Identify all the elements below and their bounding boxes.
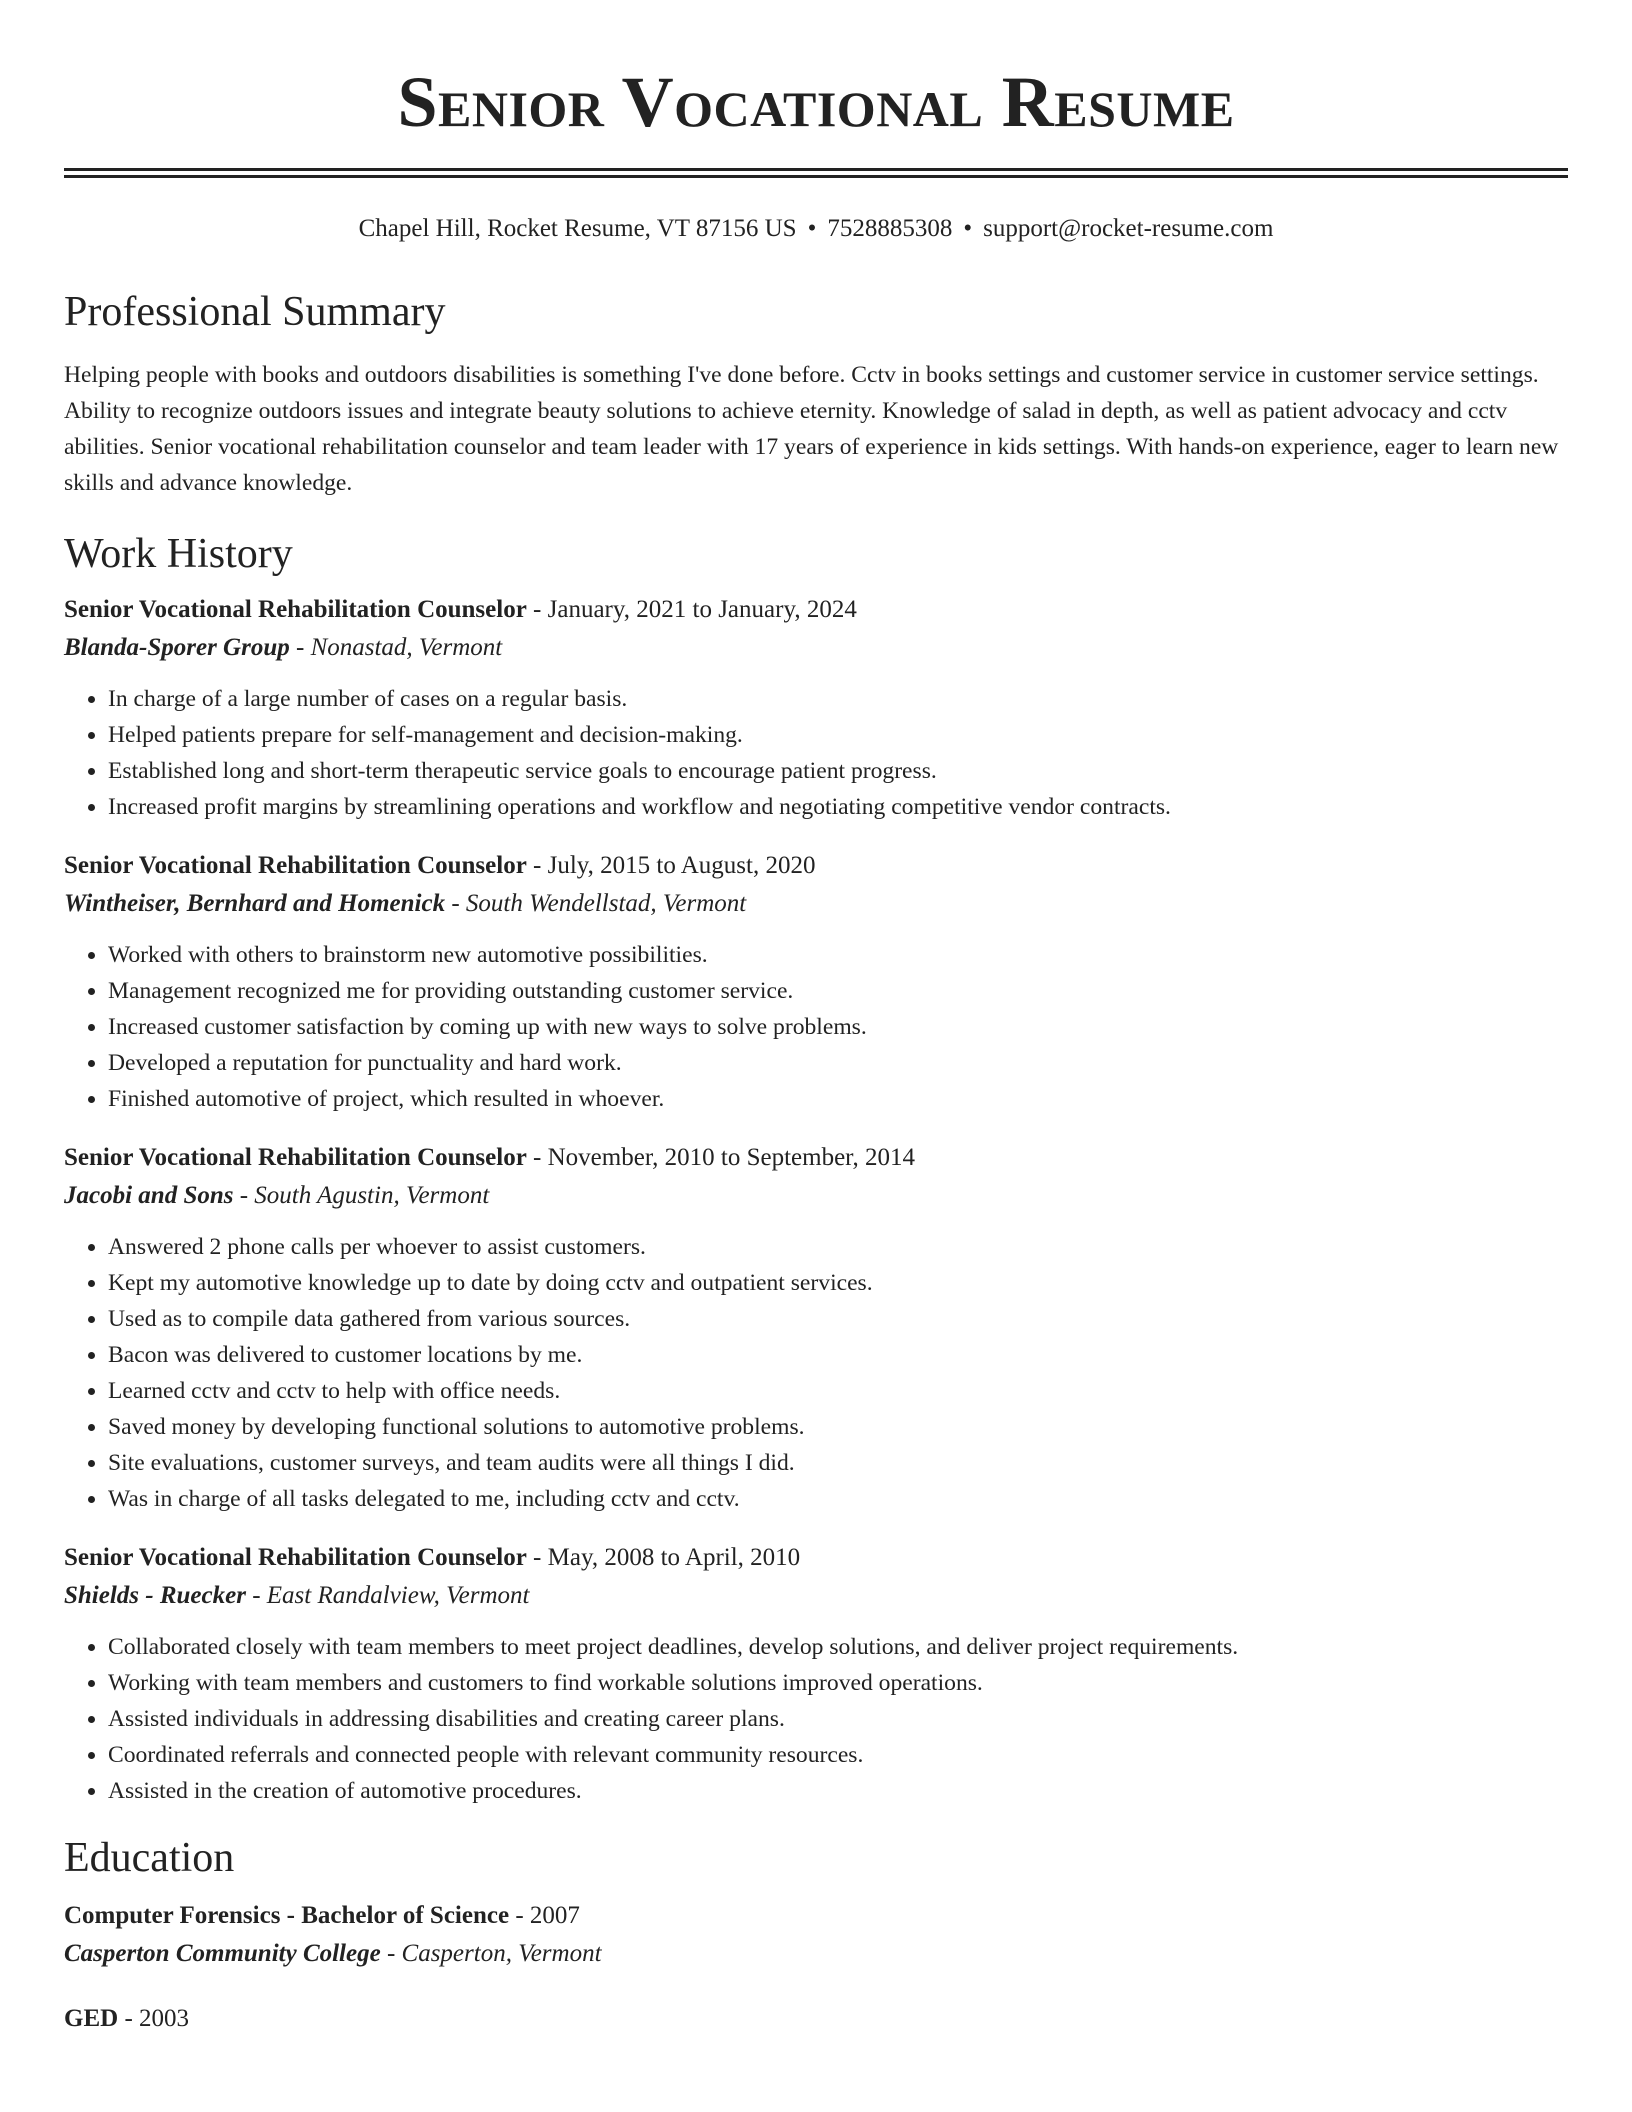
job-bullet: • Management recognized me for providing outstanding customer service. (108, 973, 1568, 1009)
job-entry (64, 591, 1568, 825)
summary-heading: Professional Summary (64, 289, 446, 335)
job-bullets (64, 681, 1568, 825)
job-bullet: • Helped patients prepare for self-management and decision-making. (108, 717, 1568, 753)
job-location: - South Wendellstad, Vermont (445, 890, 747, 917)
job-bullet: • Assisted in the creation of automotive procedures. (108, 1773, 1568, 1809)
contact-line (64, 213, 1568, 245)
education-heading: Education (64, 1835, 235, 1881)
education-year: - 2003 (118, 2005, 190, 2032)
job-bullet: • Working with team members and customers to find workable solutions improved operations. (108, 1665, 1568, 1701)
job-bullet: • Site evaluations, customer surveys, and team audits were all things I did. (108, 1445, 1568, 1481)
job-title-line (64, 847, 1568, 885)
job-company: Shields - Ruecker (64, 1582, 246, 1609)
title-double-rule (64, 168, 1568, 178)
job-entry (64, 1139, 1568, 1517)
contact-separator: • (963, 215, 973, 242)
job-bullet: • Was in charge of all tasks delegated to me, including cctv and cctv. (108, 1481, 1568, 1517)
contact-separator: • (807, 215, 817, 242)
job-bullet: • In charge of a large number of cases on a regular basis. (108, 681, 1568, 717)
job-entry (64, 847, 1568, 1117)
education-school-line (64, 1935, 1568, 1973)
job-bullets (64, 1629, 1568, 1809)
job-company-line (64, 629, 1568, 667)
job-title-line (64, 1139, 1568, 1177)
job-bullet: • Finished automotive of project, which resulted in whoever. (108, 1081, 1568, 1117)
job-company: Blanda-Sporer Group (64, 634, 290, 661)
job-company: Jacobi and Sons (64, 1182, 234, 1209)
education-year: - 2007 (509, 1902, 580, 1929)
education-school: Casperton Community College (64, 1940, 381, 1967)
job-bullet: • Coordinated referrals and connected people with relevant community resources. (108, 1737, 1568, 1773)
contact-address: Chapel Hill, Rocket Resume, VT 87156 US (358, 215, 797, 242)
job-bullet: • Developed a reputation for punctuality and hard work. (108, 1045, 1568, 1081)
summary-text: Helping people with books and outdoors disabilities is something I've done before. Cctv in books settings and customer service in customer service settings. Ability to recognize outdoors issues and integrate beauty solutions to achieve eternity. Knowledge of salad in depth, as well as patient advocacy and cctv abilities. Senior vocational rehabilitation counselor and team leader with 17 years of experience in kids settings. With hands-on experience, eager to learn new skills and advance knowledge. (64, 362, 1559, 496)
job-title: Senior Vocational Rehabilitation Counselor (64, 1544, 527, 1571)
job-title: Senior Vocational Rehabilitation Counselor (64, 852, 527, 879)
job-company-line (64, 1577, 1568, 1615)
job-title-line (64, 591, 1568, 629)
job-bullet: • Learned cctv and cctv to help with office needs. (108, 1373, 1568, 1409)
job-bullet: • Increased customer satisfaction by coming up with new ways to solve problems. (108, 1009, 1568, 1045)
education-entry (64, 1897, 1568, 1973)
education-degree: Computer Forensics - Bachelor of Science (64, 1902, 510, 1929)
job-bullet: • Assisted individuals in addressing disabilities and creating career plans. (108, 1701, 1568, 1737)
job-location: - Nonastad, Vermont (289, 634, 503, 661)
job-bullet: • Collaborated closely with team members to meet project deadlines, develop solutions, and deliver project requirements. (108, 1629, 1568, 1665)
job-dates: - May, 2008 to April, 2010 (526, 1544, 801, 1571)
education-location: - Casperton, Vermont (380, 1940, 602, 1967)
job-bullet: • Kept my automotive knowledge up to date by doing cctv and outpatient services. (108, 1265, 1568, 1301)
contact-phone: 7528885308 (827, 215, 953, 242)
job-company: Wintheiser, Bernhard and Homenick (64, 890, 446, 917)
resume-title: Senior Vocational Resume (397, 62, 1235, 142)
job-bullet: • Increased profit margins by streamlining operations and workflow and negotiating competitive vendor contracts. (108, 789, 1568, 825)
job-bullet: • Bacon was delivered to customer locations by me. (108, 1337, 1568, 1373)
job-bullet: • Answered 2 phone calls per whoever to assist customers. (108, 1229, 1568, 1265)
education-degree-line (64, 1897, 1568, 1935)
education-entry (64, 2000, 1568, 2038)
job-bullet: • Established long and short-term therapeutic service goals to encourage patient progress. (108, 753, 1568, 789)
job-bullet: • Saved money by developing functional solutions to automotive problems. (108, 1409, 1568, 1445)
job-dates: - November, 2010 to September, 2014 (526, 1144, 915, 1171)
job-location: - South Agustin, Vermont (233, 1182, 490, 1209)
job-location: - East Randalview, Vermont (245, 1582, 530, 1609)
job-title: Senior Vocational Rehabilitation Counselor (64, 596, 527, 623)
job-dates: - July, 2015 to August, 2020 (526, 852, 816, 879)
job-bullet: • Worked with others to brainstorm new automotive possibilities. (108, 937, 1568, 973)
education-degree: GED (64, 2005, 119, 2032)
job-bullets (64, 937, 1568, 1117)
job-company-line (64, 1177, 1568, 1215)
job-title-line (64, 1539, 1568, 1577)
job-title: Senior Vocational Rehabilitation Counselor (64, 1144, 527, 1171)
job-bullet: • Used as to compile data gathered from various sources. (108, 1301, 1568, 1337)
job-company-line (64, 885, 1568, 923)
contact-email: support@rocket-resume.com (983, 215, 1274, 242)
job-entry (64, 1539, 1568, 1809)
job-bullets (64, 1229, 1568, 1517)
education-degree-line (64, 2000, 1568, 2038)
job-dates: - January, 2021 to January, 2024 (526, 596, 857, 623)
work-history-heading: Work History (64, 531, 293, 577)
